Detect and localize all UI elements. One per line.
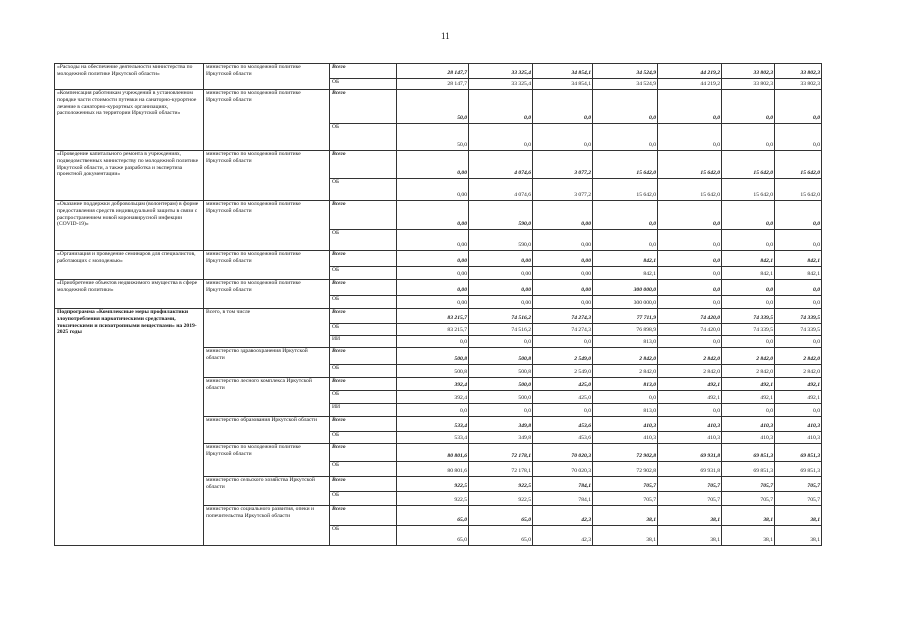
- value-cell: 74 274,3: [533, 309, 593, 324]
- value-cell: 0,00: [533, 296, 593, 309]
- value-cell: 28 147,7: [397, 64, 469, 79]
- value-cell: 74 516,2: [469, 324, 533, 336]
- value-cell: 0,0: [722, 404, 775, 417]
- value-cell: 3 077,2: [533, 179, 593, 201]
- value-cell: 0,0: [658, 230, 722, 251]
- value-cell: 842,1: [775, 267, 822, 280]
- value-cell: 453,6: [533, 417, 593, 432]
- value-cell: 349,8: [469, 417, 533, 432]
- value-cell: 69 851,3: [775, 444, 822, 462]
- value-cell: 74 420,0: [658, 324, 722, 336]
- value-cell: 69 851,3: [775, 462, 822, 477]
- value-cell: 0,0: [593, 391, 658, 404]
- value-cell: 410,3: [658, 417, 722, 432]
- value-cell: 0,00: [533, 201, 593, 230]
- source-label: Всего: [330, 378, 397, 391]
- executor-cell: Всего, в том числе: [204, 309, 330, 348]
- source-label: Всего: [330, 280, 397, 296]
- table-row: [55, 64, 822, 79]
- value-cell: 2 842,0: [722, 348, 775, 365]
- executor-cell: министерство по молодежной политике Иркутской области: [204, 151, 330, 201]
- value-cell: 65,0: [397, 506, 469, 526]
- source-label: ОБ: [330, 462, 397, 477]
- value-cell: 74 516,2: [469, 309, 533, 324]
- value-cell: 34 524,9: [593, 64, 658, 79]
- value-cell: 38,1: [722, 526, 775, 546]
- value-cell: 0,00: [397, 179, 469, 201]
- value-cell: 0,0: [533, 124, 593, 151]
- value-cell: 392,4: [397, 391, 469, 404]
- value-cell: 813,0: [593, 404, 658, 417]
- value-cell: 0,0: [593, 90, 658, 124]
- executor-cell: министерство лесного комплекса Иркутской области: [204, 378, 330, 417]
- value-cell: 300 000,0: [593, 280, 658, 296]
- value-cell: 0,00: [397, 230, 469, 251]
- value-cell: 533,4: [397, 432, 469, 444]
- value-cell: 590,0: [469, 230, 533, 251]
- value-cell: 72 178,1: [469, 444, 533, 462]
- value-cell: 0,0: [722, 201, 775, 230]
- value-cell: 349,8: [469, 432, 533, 444]
- value-cell: 0,00: [533, 251, 593, 267]
- value-cell: 492,1: [658, 391, 722, 404]
- value-cell: 0,00: [397, 267, 469, 280]
- source-label: ОБ: [330, 391, 397, 404]
- value-cell: 0,0: [533, 90, 593, 124]
- activity-name: «Оказание поддержки добровольцам (волонтерам) в форме предоставления средств индивидуальной защиты в связи с распространением новой коронавирусной инфекции (COVID-19)»: [55, 201, 204, 251]
- value-cell: 38,1: [593, 526, 658, 546]
- source-label: Всего: [330, 251, 397, 267]
- value-cell: 0,0: [722, 336, 775, 348]
- value-cell: 500,8: [469, 348, 533, 365]
- value-cell: 2 842,0: [775, 348, 822, 365]
- value-cell: 69 931,8: [658, 444, 722, 462]
- value-cell: 0,0: [775, 201, 822, 230]
- value-cell: 0,0: [469, 404, 533, 417]
- value-cell: 842,1: [593, 251, 658, 267]
- value-cell: 74 339,5: [722, 324, 775, 336]
- value-cell: 410,3: [658, 432, 722, 444]
- table-row: [55, 280, 822, 296]
- value-cell: 0,00: [397, 280, 469, 296]
- table-row: [55, 309, 822, 324]
- value-cell: 705,7: [658, 477, 722, 492]
- value-cell: 922,5: [397, 477, 469, 492]
- source-label: ОБ: [330, 526, 397, 546]
- table-row: [55, 151, 822, 179]
- source-label: ОБ: [330, 79, 397, 90]
- activity-name: Подпрограмма «Комплексные меры профилактики злоупотребления наркотическими средствами, токсическими и психотропными веществами» на 2019-2025 годы: [55, 309, 204, 546]
- value-cell: 0,0: [658, 90, 722, 124]
- executor-cell: министерство образования Иркутской области: [204, 417, 330, 444]
- value-cell: 0,0: [775, 336, 822, 348]
- value-cell: 425,0: [533, 391, 593, 404]
- value-cell: 38,1: [775, 506, 822, 526]
- source-label: ОБ: [330, 124, 397, 151]
- value-cell: 0,00: [397, 201, 469, 230]
- value-cell: 533,4: [397, 417, 469, 432]
- value-cell: 0,0: [658, 280, 722, 296]
- value-cell: 705,7: [593, 492, 658, 506]
- value-cell: 300 000,0: [593, 296, 658, 309]
- value-cell: 2 842,0: [593, 348, 658, 365]
- value-cell: 83 215,7: [397, 324, 469, 336]
- source-label: Всего: [330, 309, 397, 324]
- value-cell: 0,0: [533, 336, 593, 348]
- value-cell: 492,1: [658, 378, 722, 391]
- value-cell: 34 524,9: [593, 79, 658, 90]
- value-cell: 392,4: [397, 378, 469, 391]
- value-cell: 65,0: [397, 526, 469, 546]
- value-cell: 410,3: [593, 417, 658, 432]
- value-cell: 34 854,1: [533, 79, 593, 90]
- value-cell: 705,7: [722, 492, 775, 506]
- value-cell: 74 339,5: [775, 309, 822, 324]
- value-cell: 842,1: [775, 251, 822, 267]
- table-row: [55, 251, 822, 267]
- value-cell: 2 842,0: [775, 365, 822, 378]
- value-cell: 33 325,4: [469, 79, 533, 90]
- value-cell: 15 642,0: [658, 151, 722, 179]
- value-cell: 0,0: [593, 124, 658, 151]
- executor-cell: министерство по молодежной политике Иркутской области: [204, 280, 330, 309]
- value-cell: 0,0: [775, 124, 822, 151]
- value-cell: 33 802,3: [775, 79, 822, 90]
- value-cell: 33 325,4: [469, 64, 533, 79]
- value-cell: 33 802,3: [722, 79, 775, 90]
- source-label: Всего: [330, 151, 397, 179]
- value-cell: 44 219,2: [658, 79, 722, 90]
- value-cell: 2 842,0: [658, 365, 722, 378]
- value-cell: 784,1: [533, 477, 593, 492]
- budget-table: [54, 63, 822, 546]
- value-cell: 50,0: [397, 90, 469, 124]
- value-cell: 0,0: [658, 124, 722, 151]
- value-cell: 2 842,0: [722, 365, 775, 378]
- value-cell: 410,3: [593, 432, 658, 444]
- executor-cell: министерство по молодежной политике Иркутской области: [204, 201, 330, 251]
- value-cell: 492,1: [722, 391, 775, 404]
- value-cell: 0,0: [775, 90, 822, 124]
- value-cell: 410,3: [775, 417, 822, 432]
- source-label: Всего: [330, 506, 397, 526]
- value-cell: 0,00: [469, 296, 533, 309]
- activity-name: «Компенсация работникам учреждений в установленном порядке части стоимости путевки на санаторно-курортное лечение в санаторно-курортных организациях, расположенных на территории Иркутской области»: [55, 90, 204, 151]
- value-cell: 0,0: [593, 201, 658, 230]
- value-cell: 842,1: [722, 251, 775, 267]
- value-cell: 410,3: [775, 432, 822, 444]
- value-cell: 15 642,0: [722, 151, 775, 179]
- table-row: [55, 201, 822, 230]
- source-label: ИИ: [330, 404, 397, 417]
- executor-cell: министерство по молодежной политике Иркутской области: [204, 90, 330, 151]
- value-cell: 0,00: [533, 280, 593, 296]
- value-cell: 65,0: [469, 526, 533, 546]
- value-cell: 500,8: [469, 365, 533, 378]
- value-cell: 813,0: [593, 336, 658, 348]
- value-cell: 69 851,3: [722, 462, 775, 477]
- table-row: [55, 90, 822, 124]
- activity-name: «Приобретение объектов недвижимого имущества в сфере молодежной политики»: [55, 280, 204, 309]
- value-cell: 453,6: [533, 432, 593, 444]
- value-cell: 705,7: [658, 492, 722, 506]
- value-cell: 0,0: [722, 230, 775, 251]
- source-label: ОБ: [330, 296, 397, 309]
- value-cell: 72 178,1: [469, 462, 533, 477]
- value-cell: 2 549,0: [533, 348, 593, 365]
- source-label: ОБ: [330, 230, 397, 251]
- value-cell: 38,1: [775, 526, 822, 546]
- value-cell: 705,7: [775, 492, 822, 506]
- value-cell: 0,0: [658, 336, 722, 348]
- value-cell: 28 147,7: [397, 79, 469, 90]
- value-cell: 0,0: [469, 90, 533, 124]
- value-cell: 74 420,0: [658, 309, 722, 324]
- value-cell: 70 020,3: [533, 462, 593, 477]
- value-cell: 4 074,6: [469, 151, 533, 179]
- value-cell: 0,0: [658, 404, 722, 417]
- value-cell: 705,7: [775, 477, 822, 492]
- value-cell: 80 801,6: [397, 444, 469, 462]
- source-label: Всего: [330, 417, 397, 432]
- value-cell: 410,3: [722, 432, 775, 444]
- value-cell: 922,5: [469, 477, 533, 492]
- value-cell: 2 842,0: [593, 365, 658, 378]
- value-cell: 83 215,7: [397, 309, 469, 324]
- value-cell: 0,0: [658, 251, 722, 267]
- value-cell: 72 902,8: [593, 462, 658, 477]
- source-label: ОБ: [330, 324, 397, 336]
- value-cell: 3 077,2: [533, 151, 593, 179]
- value-cell: 69 851,3: [722, 444, 775, 462]
- value-cell: 492,1: [775, 391, 822, 404]
- value-cell: 0,0: [658, 296, 722, 309]
- source-label: Всего: [330, 477, 397, 492]
- page-number: 11: [441, 31, 450, 41]
- value-cell: 42,3: [533, 506, 593, 526]
- value-cell: 38,1: [593, 506, 658, 526]
- value-cell: 2 842,0: [658, 348, 722, 365]
- value-cell: 705,7: [593, 477, 658, 492]
- value-cell: 0,00: [469, 267, 533, 280]
- value-cell: 0,0: [775, 280, 822, 296]
- source-label: Всего: [330, 201, 397, 230]
- source-label: ОБ: [330, 365, 397, 378]
- value-cell: 500,8: [397, 348, 469, 365]
- value-cell: 0,0: [469, 336, 533, 348]
- source-label: Всего: [330, 444, 397, 462]
- value-cell: 38,1: [658, 506, 722, 526]
- executor-cell: министерство социального развития, опеки и попечительства Иркутской области: [204, 506, 330, 546]
- source-label: ОБ: [330, 267, 397, 280]
- value-cell: 0,00: [469, 251, 533, 267]
- value-cell: 0,0: [397, 336, 469, 348]
- executor-cell: министерство по молодежной политике Иркутской области: [204, 444, 330, 477]
- value-cell: 15 642,0: [658, 179, 722, 201]
- value-cell: 410,3: [722, 417, 775, 432]
- value-cell: 0,00: [397, 151, 469, 179]
- value-cell: 38,1: [722, 506, 775, 526]
- executor-cell: министерство сельского хозяйства Иркутской области: [204, 477, 330, 506]
- source-label: ОБ: [330, 492, 397, 506]
- value-cell: 42,3: [533, 526, 593, 546]
- value-cell: 0,0: [533, 404, 593, 417]
- value-cell: 4 074,6: [469, 179, 533, 201]
- activity-name: «Проведение капитального ремонта в учреждениях, подведомственных министерству по молодежной политике Иркутской области, а также разработка и экспертиза проектной документации»: [55, 151, 204, 201]
- source-label: ИИ: [330, 336, 397, 348]
- value-cell: 0,0: [775, 296, 822, 309]
- value-cell: 77 711,9: [593, 309, 658, 324]
- value-cell: 492,1: [775, 378, 822, 391]
- value-cell: 33 802,3: [775, 64, 822, 79]
- value-cell: 69 931,8: [658, 462, 722, 477]
- value-cell: 0,0: [722, 90, 775, 124]
- value-cell: 44 219,2: [658, 64, 722, 79]
- value-cell: 15 642,0: [593, 151, 658, 179]
- value-cell: 80 801,6: [397, 462, 469, 477]
- value-cell: 0,0: [775, 230, 822, 251]
- value-cell: 0,0: [658, 201, 722, 230]
- value-cell: 15 642,0: [775, 151, 822, 179]
- value-cell: 15 642,0: [593, 179, 658, 201]
- value-cell: 34 854,1: [533, 64, 593, 79]
- value-cell: 0,00: [533, 267, 593, 280]
- value-cell: 2 549,0: [533, 365, 593, 378]
- value-cell: 33 802,3: [722, 64, 775, 79]
- value-cell: 15 642,0: [775, 179, 822, 201]
- value-cell: 922,5: [469, 492, 533, 506]
- value-cell: 15 642,0: [722, 179, 775, 201]
- value-cell: 922,5: [397, 492, 469, 506]
- value-cell: 0,00: [533, 230, 593, 251]
- value-cell: 0,0: [722, 124, 775, 151]
- value-cell: 0,0: [658, 267, 722, 280]
- value-cell: 50,0: [397, 124, 469, 151]
- executor-cell: министерство по молодежной политике Иркутской области: [204, 251, 330, 280]
- source-label: Всего: [330, 348, 397, 365]
- value-cell: 492,1: [722, 378, 775, 391]
- source-label: Всего: [330, 64, 397, 79]
- executor-cell: министерство здравоохранения Иркутской области: [204, 348, 330, 378]
- value-cell: 0,0: [722, 296, 775, 309]
- value-cell: 705,7: [722, 477, 775, 492]
- value-cell: 0,0: [722, 280, 775, 296]
- value-cell: 0,0: [593, 230, 658, 251]
- value-cell: 500,0: [469, 391, 533, 404]
- value-cell: 0,0: [775, 404, 822, 417]
- value-cell: 813,0: [593, 378, 658, 391]
- source-label: ОБ: [330, 432, 397, 444]
- value-cell: 74 274,3: [533, 324, 593, 336]
- table-body: [55, 64, 822, 546]
- value-cell: 76 898,9: [593, 324, 658, 336]
- value-cell: 74 339,5: [775, 324, 822, 336]
- value-cell: 500,8: [397, 365, 469, 378]
- value-cell: 842,1: [722, 267, 775, 280]
- value-cell: 425,0: [533, 378, 593, 391]
- source-label: Всего: [330, 90, 397, 124]
- value-cell: 842,1: [593, 267, 658, 280]
- value-cell: 0,00: [397, 251, 469, 267]
- value-cell: 72 902,8: [593, 444, 658, 462]
- executor-cell: министерство по молодежной политике Иркутской области: [204, 64, 330, 90]
- value-cell: 0,0: [469, 124, 533, 151]
- activity-name: «Расходы на обеспечение деятельности министерства по молодежной политике Иркутской области»: [55, 64, 204, 90]
- value-cell: 70 020,3: [533, 444, 593, 462]
- value-cell: 0,00: [397, 296, 469, 309]
- value-cell: 0,00: [469, 280, 533, 296]
- value-cell: 590,0: [469, 201, 533, 230]
- value-cell: 65,0: [469, 506, 533, 526]
- value-cell: 38,1: [658, 526, 722, 546]
- value-cell: 0,0: [397, 404, 469, 417]
- source-label: ОБ: [330, 179, 397, 201]
- value-cell: 74 339,5: [722, 309, 775, 324]
- activity-name: «Организация и проведение семинаров для специалистов, работающих с молодежью»: [55, 251, 204, 280]
- value-cell: 784,1: [533, 492, 593, 506]
- value-cell: 500,0: [469, 378, 533, 391]
